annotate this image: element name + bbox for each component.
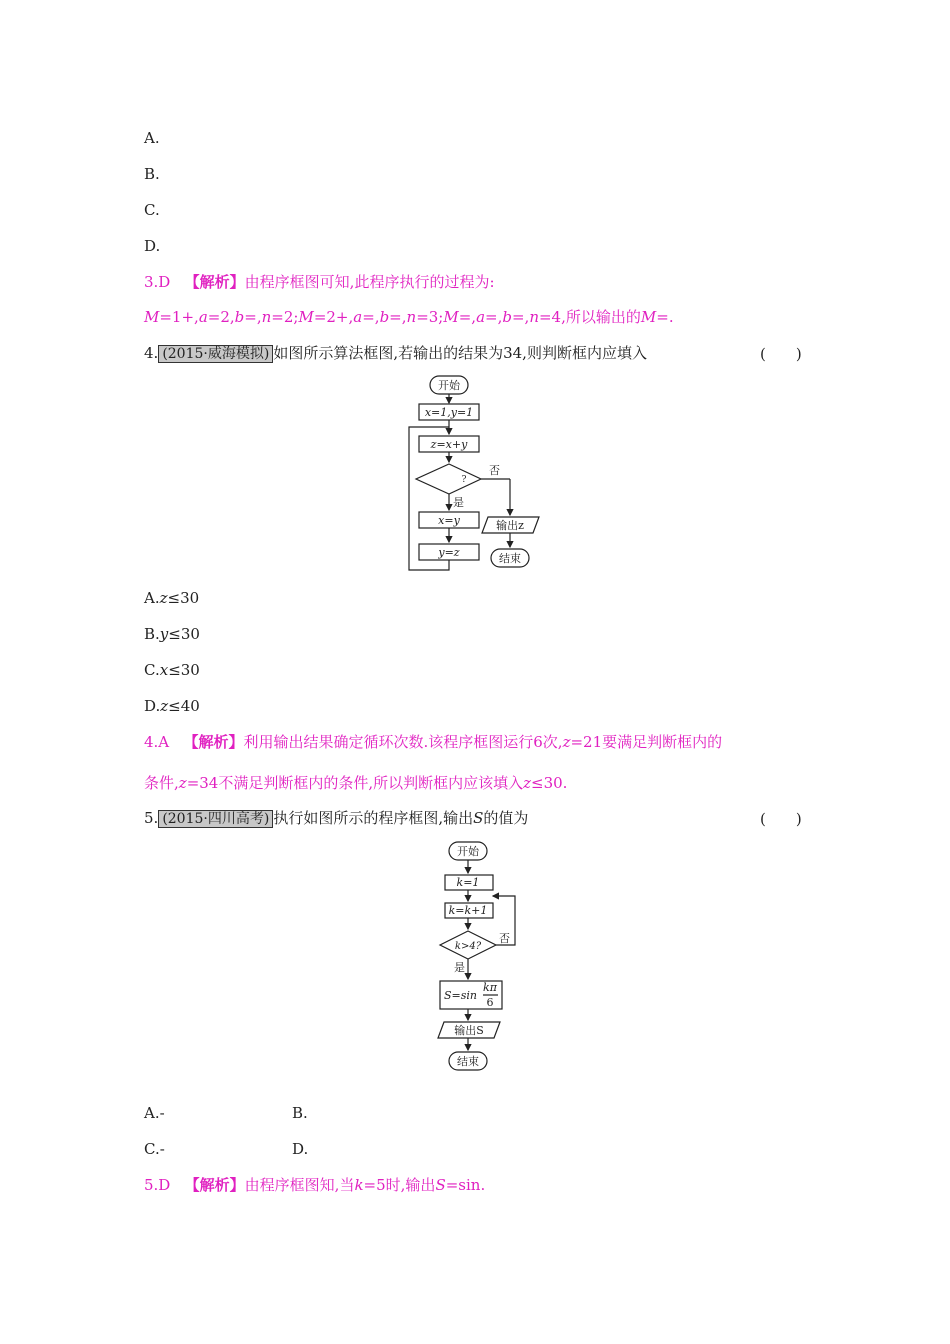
answer-3-line-1	[144, 272, 495, 292]
q5-option-a: A.-	[144, 1104, 165, 1122]
answer-3-segment: =2,	[207, 308, 235, 326]
flow4-assign-x-label: x=y	[438, 514, 460, 527]
answer-3-segment: M	[640, 308, 657, 326]
answer-5-number: 5.D	[144, 1176, 171, 1194]
q4-option-c: C.x≤30	[144, 661, 200, 679]
answer-3-segment: M	[443, 308, 459, 326]
answer-5-line: 5.D 【解析】由程序框图知,当k=5时,输出S=sin.	[144, 1176, 486, 1194]
flow4-sum-label: z=x+y	[430, 438, 468, 451]
flow4-no-label: 否	[489, 464, 500, 477]
flowchart-5	[420, 836, 530, 1076]
question-5-source-tag: (2015·四川高考)	[158, 810, 273, 828]
flow5-inc-label: k=k+1	[448, 904, 488, 917]
flow4-condition-node	[416, 464, 481, 494]
answer-3-segment: =2;	[271, 308, 299, 326]
flow4-yes-label: 是	[453, 496, 464, 509]
question-5-answer-blank: ( )	[760, 810, 802, 828]
answer-4-line-1: 4.A 【解析】利用输出结果确定循环次数.该程序框图运行6次,z=21要满足判断框内的	[144, 733, 723, 751]
q2-option-c: C.	[144, 201, 160, 219]
answer-3-segment: =.	[656, 308, 674, 326]
answer-3-segment: =4,	[538, 308, 566, 326]
answer-3-segment: b	[379, 308, 390, 326]
flow5-calc-prefix: S=sin	[444, 989, 477, 1002]
answer-4-number: 4.A	[144, 733, 170, 751]
question-4-answer-blank: ( )	[760, 345, 802, 363]
question-4-text: 如图所示算法框图,若输出的结果为34,则判断框内应填入	[273, 344, 647, 362]
answer-3-segment: =,	[485, 308, 503, 326]
flow5-calc-numerator: kπ	[483, 981, 497, 994]
flow5-start-label: 开始	[457, 845, 479, 858]
answer-3-segment: a	[198, 308, 208, 326]
q4-option-d: D.z≤40	[144, 697, 200, 715]
answer-3-segment: a	[353, 308, 363, 326]
flow4-end-label: 结束	[499, 552, 521, 565]
answer-3-segment: =3;	[416, 308, 444, 326]
answer-3-segment: 所以输出的	[565, 308, 641, 326]
q2-option-d: D.	[144, 237, 161, 255]
answer-3-segment: =,	[458, 308, 477, 326]
flow4-condition-label: ?	[461, 475, 467, 485]
answer-3-segment: b	[502, 308, 512, 326]
flow4-output-label: 输出z	[496, 519, 524, 532]
answer-3-segment: b	[234, 308, 245, 326]
flow5-init-label: k=1	[456, 876, 480, 889]
question-4-source-tag: (2015·威海模拟)	[158, 345, 273, 363]
flow5-no-label: 否	[499, 932, 510, 945]
answer-3-segment: n	[529, 308, 539, 326]
answer-5-tag: 【解析】	[184, 1176, 245, 1194]
answer-3-segment: =,	[389, 308, 407, 326]
q5-option-d: D.	[292, 1140, 309, 1158]
answer-4-line-2: 条件,z=34不满足判断框内的条件,所以判断框内应该填入z≤30.	[144, 774, 568, 792]
answer-3-tag: 【解析】	[184, 273, 245, 291]
answer-3-segment: n	[406, 308, 417, 326]
answer-3-segment: =,	[511, 308, 530, 326]
answer-3-segment: =1+,	[159, 308, 199, 326]
answer-3-segment: a	[476, 308, 486, 326]
flow5-calc-denominator: 6	[486, 996, 494, 1009]
question-4-stem	[144, 343, 647, 364]
q4-option-b: B.y≤30	[144, 625, 200, 643]
flow4-assign-y-label: y=z	[438, 546, 460, 559]
answer-3-segment: =2+,	[313, 308, 354, 326]
question-4-number: 4.	[144, 344, 159, 362]
flow4-init-label: x=1,y=1	[424, 406, 474, 419]
answer-3-text: 由程序框图可知,此程序执行的过程为:	[244, 273, 495, 291]
flow5-end-label: 结束	[457, 1055, 479, 1068]
q5-option-c: C.-	[144, 1140, 165, 1158]
answer-3-number: 3.D	[144, 273, 171, 291]
answer-3-segment: M	[144, 308, 160, 326]
flow5-condition-label: k>4?	[454, 941, 482, 952]
answer-3-segment: n	[261, 308, 272, 326]
q2-option-a: A.	[144, 129, 160, 147]
flow4-start-label: 开始	[438, 379, 460, 392]
q2-option-b: B.	[144, 165, 160, 183]
answer-4-tag: 【解析】	[183, 733, 244, 751]
answer-3-segment: =,	[362, 308, 380, 326]
flowchart-4	[400, 370, 550, 575]
q5-option-b: B.	[292, 1104, 308, 1122]
flow5-yes-label: 是	[454, 961, 465, 974]
question-5-number: 5.	[144, 809, 159, 827]
question-5-stem: 5. (2015·四川高考) 执行如图所示的程序框图,输出S的值为	[144, 809, 529, 827]
answer-3-line-2	[144, 307, 674, 327]
answer-3-segment: M	[298, 308, 314, 326]
answer-3-segment: =,	[244, 308, 262, 326]
q4-option-a: A.z≤30	[144, 589, 200, 607]
flow5-output-label: 输出S	[454, 1024, 484, 1037]
